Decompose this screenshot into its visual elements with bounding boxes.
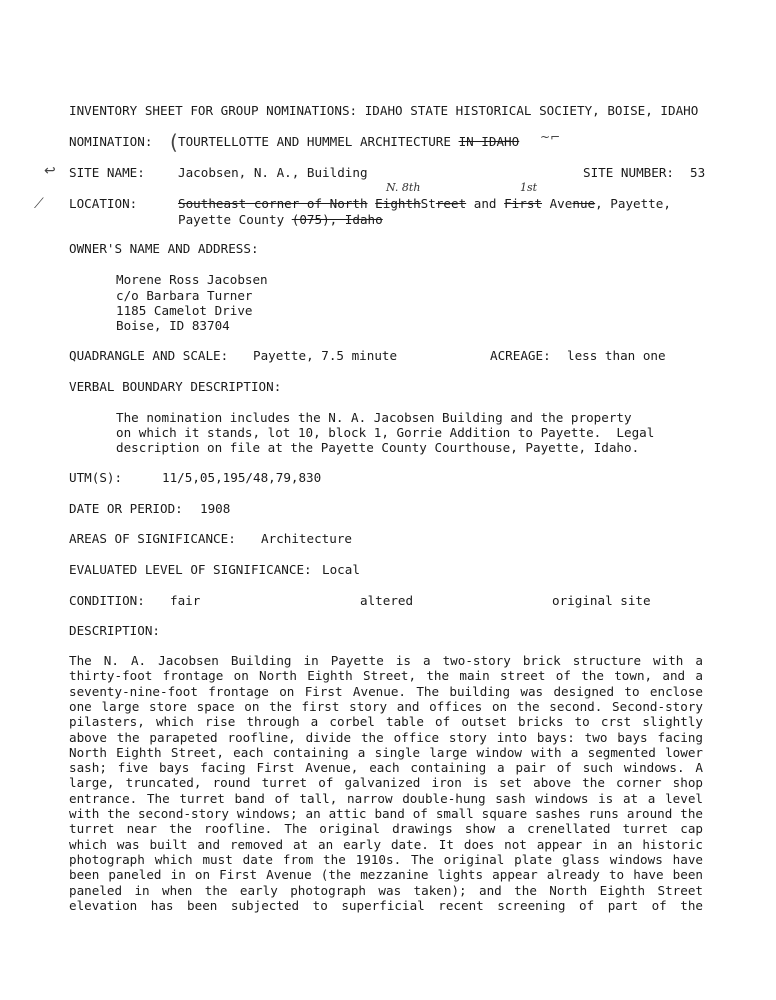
description-line: photograph which must date from the 1910s. The original plate glass windows have xyxy=(69,852,703,867)
site-name-label: SITE NAME: xyxy=(69,165,145,180)
nomination-struck: IN IDAHO xyxy=(458,134,520,149)
description-line: North Eighth Street, each containing a single large window with a segmented lower xyxy=(69,745,703,760)
description-line: seventy-nine-foot frontage on First Avenue. The building was designed to enclose xyxy=(69,684,703,699)
date-value: 1908 xyxy=(200,501,231,516)
check-mark: ↩ xyxy=(44,163,56,179)
description-line: large, truncated, round turret of galvanized iron is set above the corner shop xyxy=(69,775,703,790)
description-line: which was built and removed at an early date. It does not appear in an historic xyxy=(69,837,703,852)
date-label: DATE OR PERIOD: xyxy=(69,501,183,516)
condition-original-site: original site xyxy=(552,593,651,608)
description-line: The N. A. Jacobsen Building in Payette is a two-story brick structure with a xyxy=(69,653,703,668)
description-line: with the second-story windows; an attic band of small square sashes runs around the xyxy=(69,806,703,821)
nomination-value: TOURTELLOTTE AND HUMMEL ARCHITECTURE IN IDAHO xyxy=(178,134,520,149)
nomination-label: NOMINATION: xyxy=(69,134,153,149)
handwritten-n8th: N. 8th xyxy=(386,181,421,194)
boundary-line: on which it stands, lot 10, block 1, Gorrie Addition to Payette. Legal xyxy=(116,425,655,440)
acreage-value: less than one xyxy=(567,348,666,363)
areas-value: Architecture xyxy=(261,531,352,546)
inventory-title: INVENTORY SHEET FOR GROUP NOMINATIONS: IDAHO STATE HISTORICAL SOCIETY, BOISE, IDAHO xyxy=(69,103,699,118)
location-label: LOCATION: xyxy=(69,196,138,211)
boundary-line: The nomination includes the N. A. Jacobsen Building and the property xyxy=(116,410,632,425)
location-line-1: Southeast corner of North EighthStreet and First Avenue, Payette, xyxy=(178,196,671,211)
boundary-label: VERBAL BOUNDARY DESCRIPTION: xyxy=(69,379,282,394)
description-line: thirty-foot frontage on North Eighth Street, the main street of the town, and a xyxy=(69,668,703,683)
description-line: paneled in when the early photograph was taken); and the North Eighth Street xyxy=(69,883,703,898)
description-line: been paneled in on First Avenue (the mezzanine lights appear already to have been xyxy=(69,867,703,882)
owner-line: Morene Ross Jacobsen xyxy=(116,272,268,287)
bracket-mark: ( xyxy=(170,130,178,154)
level-label: EVALUATED LEVEL OF SIGNIFICANCE: xyxy=(69,562,312,577)
site-number-label: SITE NUMBER: xyxy=(583,165,674,180)
level-value: Local xyxy=(322,562,360,577)
owner-line: c/o Barbara Turner xyxy=(116,288,253,303)
description-line: one large store space on the first story and offices on the second. Second-story xyxy=(69,699,703,714)
site-name-value: Jacobsen, N. A., Building xyxy=(178,165,368,180)
utm-label: UTM(S): xyxy=(69,470,123,485)
description-line: sash; five bays facing First Avenue, each containing a pair of such windows. A xyxy=(69,760,703,775)
owner-label: OWNER'S NAME AND ADDRESS: xyxy=(69,241,259,256)
boundary-line: description on file at the Payette County Courthouse, Payette, Idaho. xyxy=(116,440,640,455)
description-line: pilasters, which rise through a corbel table of outset bricks to crst slightly xyxy=(69,714,703,729)
owner-line: Boise, ID 83704 xyxy=(116,318,230,333)
description-line: turret near the roofline. The original drawings show a crenellated turret cap xyxy=(69,821,703,836)
condition-altered: altered xyxy=(360,593,414,608)
condition-label: CONDITION: xyxy=(69,593,145,608)
site-number-value: 53 xyxy=(690,165,706,180)
description-line: elevation has been subjected to superficial recent screening of part of the xyxy=(69,898,703,913)
owner-line: 1185 Camelot Drive xyxy=(116,303,253,318)
location-line-2: Payette County (075), Idaho xyxy=(178,212,383,227)
acreage-label: ACREAGE: xyxy=(490,348,551,363)
condition-fair: fair xyxy=(170,593,201,608)
description-line: entrance. The turret band of tall, narrow double-hung sash windows is at a level xyxy=(69,791,703,806)
description-label: DESCRIPTION: xyxy=(69,623,160,638)
handwritten-1st: 1st xyxy=(520,181,538,194)
quadrangle-value: Payette, 7.5 minute xyxy=(253,348,398,363)
areas-label: AREAS OF SIGNIFICANCE: xyxy=(69,531,236,546)
description-line: above the parapeted roofline, divide the office story into bays: two bays facing xyxy=(69,730,703,745)
quadrangle-label: QUADRANGLE AND SCALE: xyxy=(69,348,229,363)
check-mark-location: ⟋ xyxy=(34,196,44,212)
utm-value: 11/5,05,195/48,79,830 xyxy=(162,470,322,485)
scribble-mark: ~⌐ xyxy=(540,130,561,144)
